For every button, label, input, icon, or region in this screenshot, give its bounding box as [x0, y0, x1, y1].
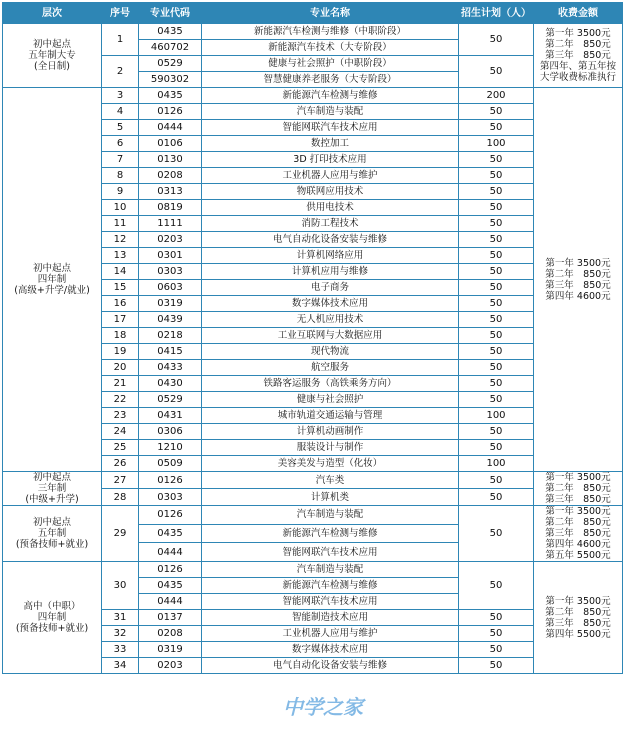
- code-cell: 0126: [139, 472, 202, 489]
- fee-line: 第二年 850元: [545, 517, 611, 528]
- table-row: [3, 24, 623, 40]
- level-line: (高级+升学/就业): [14, 285, 90, 296]
- fee-cell: [534, 472, 623, 506]
- major-cell: 美容美发与造型（化妆）: [202, 456, 459, 472]
- plan-cell: 100: [459, 136, 534, 152]
- code-cell: 0431: [139, 408, 202, 424]
- code-cell: 0208: [139, 168, 202, 184]
- plan-cell: 50: [459, 312, 534, 328]
- plan-cell: 50: [459, 120, 534, 136]
- major-cell: 3D 打印技术应用: [202, 152, 459, 168]
- code-cell: 0303: [139, 264, 202, 280]
- no-cell: 1: [102, 24, 139, 56]
- plan-cell: 50: [459, 184, 534, 200]
- major-cell: 消防工程技术: [202, 216, 459, 232]
- plan-cell: 50: [459, 562, 534, 610]
- table-row: [3, 472, 623, 489]
- plan-cell: 50: [459, 216, 534, 232]
- major-cell: 计算机应用与维修: [202, 264, 459, 280]
- major-cell: 工业互联网与大数据应用: [202, 328, 459, 344]
- plan-cell: 50: [459, 264, 534, 280]
- code-cell: 1111: [139, 216, 202, 232]
- plan-cell: 50: [459, 232, 534, 248]
- fee-line: 第一年 3500元: [545, 595, 611, 607]
- no-cell: 33: [102, 642, 139, 658]
- major-cell: 数字媒体技术应用: [202, 296, 459, 312]
- no-cell: 14: [102, 264, 139, 280]
- fee-cell: [534, 562, 623, 674]
- level-line: 初中起点: [32, 39, 71, 50]
- watermark-text: 中学之家: [283, 695, 363, 719]
- major-cell: 无人机应用技术: [202, 312, 459, 328]
- plan-cell: 50: [459, 168, 534, 184]
- code-cell: 0106: [139, 136, 202, 152]
- code-cell: 0435: [139, 88, 202, 104]
- code-cell: 0529: [139, 392, 202, 408]
- no-cell: 2: [102, 56, 139, 88]
- fee-line: 大学收费标准执行: [539, 72, 616, 83]
- fee-line: 第三年 850元: [545, 528, 611, 539]
- no-cell: 32: [102, 626, 139, 642]
- major-cell: 智能网联汽车技术应用: [202, 594, 459, 610]
- no-cell: 26: [102, 456, 139, 472]
- major-cell: 新能源汽车检测与维修（中职阶段）: [202, 24, 459, 40]
- code-cell: 0319: [139, 642, 202, 658]
- no-cell: 15: [102, 280, 139, 296]
- plan-cell: 50: [459, 610, 534, 626]
- major-cell: 健康与社会照护（中职阶段）: [202, 56, 459, 72]
- level-cell: [3, 506, 102, 562]
- no-cell: 34: [102, 658, 139, 674]
- major-cell: 工业机器人应用与维护: [202, 168, 459, 184]
- level-line: 四年制: [37, 612, 67, 623]
- level-cell: [3, 88, 102, 472]
- major-cell: 现代物流: [202, 344, 459, 360]
- no-cell: 28: [102, 489, 139, 506]
- major-cell: 航空服务: [202, 360, 459, 376]
- fee-line: 第四年 4600元: [545, 539, 611, 550]
- fee-line: 第三年 850元: [545, 494, 611, 505]
- no-cell: 6: [102, 136, 139, 152]
- no-cell: 8: [102, 168, 139, 184]
- fee-line: 第四年 4600元: [545, 290, 611, 302]
- major-cell: 电子商务: [202, 280, 459, 296]
- plan-cell: 50: [459, 56, 534, 88]
- level-line: 三年制: [37, 483, 67, 494]
- no-cell: 17: [102, 312, 139, 328]
- col-header-fee: 收费金额: [534, 3, 623, 24]
- no-cell: 20: [102, 360, 139, 376]
- major-cell: 电气自动化设备安装与维修: [202, 232, 459, 248]
- fee-line: 第二年 850元: [545, 606, 611, 618]
- code-cell: 0313: [139, 184, 202, 200]
- major-cell: 汽车制造与装配: [202, 562, 459, 578]
- plan-cell: 200: [459, 88, 534, 104]
- no-cell: 13: [102, 248, 139, 264]
- code-cell: 0208: [139, 626, 202, 642]
- plan-cell: 50: [459, 424, 534, 440]
- code-cell: 0529: [139, 56, 202, 72]
- no-cell: 4: [102, 104, 139, 120]
- fee-line: 第二年 850元: [545, 483, 611, 494]
- fee-line: 第三年 850元: [545, 50, 611, 61]
- fee-line: 第二年 850元: [545, 39, 611, 50]
- no-cell: 18: [102, 328, 139, 344]
- table-body: [3, 24, 623, 674]
- code-cell: 0444: [139, 120, 202, 136]
- fee-line: 第三年 850元: [545, 279, 611, 291]
- no-cell: 10: [102, 200, 139, 216]
- level-line: 初中起点: [32, 472, 71, 483]
- fee-line: 第五年 5500元: [545, 550, 611, 561]
- fee-line: 第一年 3500元: [545, 257, 611, 269]
- plan-cell: 50: [459, 152, 534, 168]
- major-cell: 供用电技术: [202, 200, 459, 216]
- major-cell: 数控加工: [202, 136, 459, 152]
- col-header-code: 专业代码: [139, 3, 202, 24]
- plan-cell: 50: [459, 440, 534, 456]
- no-cell: 31: [102, 610, 139, 626]
- code-cell: 590302: [139, 72, 202, 88]
- major-cell: 城市轨道交通运输与管理: [202, 408, 459, 424]
- code-cell: 0126: [139, 562, 202, 578]
- no-cell: 27: [102, 472, 139, 489]
- code-cell: 0509: [139, 456, 202, 472]
- code-cell: 0319: [139, 296, 202, 312]
- no-cell: 19: [102, 344, 139, 360]
- no-cell: 30: [102, 562, 139, 610]
- code-cell: 0444: [139, 543, 202, 562]
- level-line: 初中起点: [32, 517, 71, 528]
- plan-cell: 50: [459, 489, 534, 506]
- code-cell: 0433: [139, 360, 202, 376]
- level-cell: [3, 562, 102, 674]
- plan-cell: 50: [459, 24, 534, 56]
- major-cell: 智慧健康养老服务（大专阶段）: [202, 72, 459, 88]
- major-cell: 汽车制造与装配: [202, 506, 459, 525]
- code-cell: 0218: [139, 328, 202, 344]
- no-cell: 12: [102, 232, 139, 248]
- code-cell: 0203: [139, 232, 202, 248]
- major-cell: 服装设计与制作: [202, 440, 459, 456]
- code-cell: 0137: [139, 610, 202, 626]
- code-cell: 0306: [139, 424, 202, 440]
- no-cell: 29: [102, 506, 139, 562]
- code-cell: 1210: [139, 440, 202, 456]
- code-cell: 0439: [139, 312, 202, 328]
- plan-cell: 50: [459, 344, 534, 360]
- col-header-level: 层次: [3, 3, 102, 24]
- no-cell: 5: [102, 120, 139, 136]
- level-line: (中级+升学): [25, 494, 79, 505]
- no-cell: 22: [102, 392, 139, 408]
- no-cell: 16: [102, 296, 139, 312]
- code-cell: 0819: [139, 200, 202, 216]
- watermark-logo: [278, 688, 368, 722]
- major-cell: 电气自动化设备安装与维修: [202, 658, 459, 674]
- code-cell: 460702: [139, 40, 202, 56]
- code-cell: 0435: [139, 24, 202, 40]
- level-line: 高中（中职）: [23, 601, 81, 612]
- plan-cell: 50: [459, 360, 534, 376]
- header-row: [3, 3, 623, 24]
- code-cell: 0435: [139, 524, 202, 543]
- major-cell: 健康与社会照护: [202, 392, 459, 408]
- code-cell: 0130: [139, 152, 202, 168]
- fee-line: 第二年 850元: [545, 268, 611, 280]
- no-cell: 11: [102, 216, 139, 232]
- level-line: 四年制: [37, 274, 67, 285]
- level-line: (预备技师+就业): [15, 539, 89, 550]
- plan-cell: 50: [459, 200, 534, 216]
- no-cell: 21: [102, 376, 139, 392]
- level-line: 初中起点: [32, 263, 71, 274]
- major-cell: 智能制造技术应用: [202, 610, 459, 626]
- major-cell: 汽车类: [202, 472, 459, 489]
- col-header-major: 专业名称: [202, 3, 459, 24]
- code-cell: 0303: [139, 489, 202, 506]
- no-cell: 3: [102, 88, 139, 104]
- major-cell: 新能源汽车检测与维修: [202, 578, 459, 594]
- fee-line: 第一年 3500元: [545, 506, 611, 517]
- code-cell: 0444: [139, 594, 202, 610]
- plan-cell: 50: [459, 296, 534, 312]
- fee-line: 第一年 3500元: [545, 28, 611, 39]
- fee-cell: [534, 506, 623, 562]
- fee-cell: [534, 88, 623, 472]
- major-cell: 智能网联汽车技术应用: [202, 543, 459, 562]
- fee-line: 第三年 850元: [545, 617, 611, 629]
- level-cell: [3, 472, 102, 506]
- major-cell: 物联网应用技术: [202, 184, 459, 200]
- fee-cell: [534, 24, 623, 88]
- plan-cell: 50: [459, 376, 534, 392]
- no-cell: 24: [102, 424, 139, 440]
- major-cell: 计算机网络应用: [202, 248, 459, 264]
- fee-line: 第四年 5500元: [545, 628, 611, 640]
- plan-cell: 50: [459, 280, 534, 296]
- level-line: 五年制大专: [28, 50, 76, 61]
- major-cell: 铁路客运服务（高铁乘务方向）: [202, 376, 459, 392]
- table-row: [3, 562, 623, 578]
- code-cell: 0203: [139, 658, 202, 674]
- fee-line: 第四年、第五年按: [539, 61, 616, 72]
- plan-cell: 100: [459, 408, 534, 424]
- col-header-plan: 招生计划（人）: [459, 3, 534, 24]
- fee-line: 第一年 3500元: [545, 472, 611, 483]
- no-cell: 23: [102, 408, 139, 424]
- table-row: [3, 88, 623, 104]
- col-header-no: 序号: [102, 3, 139, 24]
- plan-cell: 50: [459, 506, 534, 562]
- code-cell: 0415: [139, 344, 202, 360]
- plan-cell: 100: [459, 456, 534, 472]
- level-line: 五年制: [37, 528, 67, 539]
- plan-cell: 50: [459, 328, 534, 344]
- major-cell: 新能源汽车技术（大专阶段）: [202, 40, 459, 56]
- plan-cell: 50: [459, 248, 534, 264]
- major-cell: 新能源汽车检测与维修: [202, 524, 459, 543]
- plan-cell: 50: [459, 658, 534, 674]
- major-cell: 数字媒体技术应用: [202, 642, 459, 658]
- table-row: [3, 506, 623, 525]
- level-line: (预备技师+就业): [15, 623, 89, 634]
- code-cell: 0126: [139, 506, 202, 525]
- code-cell: 0430: [139, 376, 202, 392]
- code-cell: 0126: [139, 104, 202, 120]
- level-line: (全日制): [34, 61, 70, 72]
- major-cell: 计算机类: [202, 489, 459, 506]
- major-cell: 计算机动画制作: [202, 424, 459, 440]
- no-cell: 25: [102, 440, 139, 456]
- plan-cell: 50: [459, 472, 534, 489]
- no-cell: 7: [102, 152, 139, 168]
- code-cell: 0301: [139, 248, 202, 264]
- major-cell: 工业机器人应用与维护: [202, 626, 459, 642]
- plan-cell: 50: [459, 626, 534, 642]
- major-cell: 汽车制造与装配: [202, 104, 459, 120]
- major-cell: 新能源汽车检测与维修: [202, 88, 459, 104]
- code-cell: 0603: [139, 280, 202, 296]
- enrollment-table: [2, 2, 623, 674]
- level-cell: [3, 24, 102, 88]
- major-cell: 智能网联汽车技术应用: [202, 120, 459, 136]
- plan-cell: 50: [459, 104, 534, 120]
- no-cell: 9: [102, 184, 139, 200]
- plan-cell: 50: [459, 642, 534, 658]
- code-cell: 0435: [139, 578, 202, 594]
- plan-cell: 50: [459, 392, 534, 408]
